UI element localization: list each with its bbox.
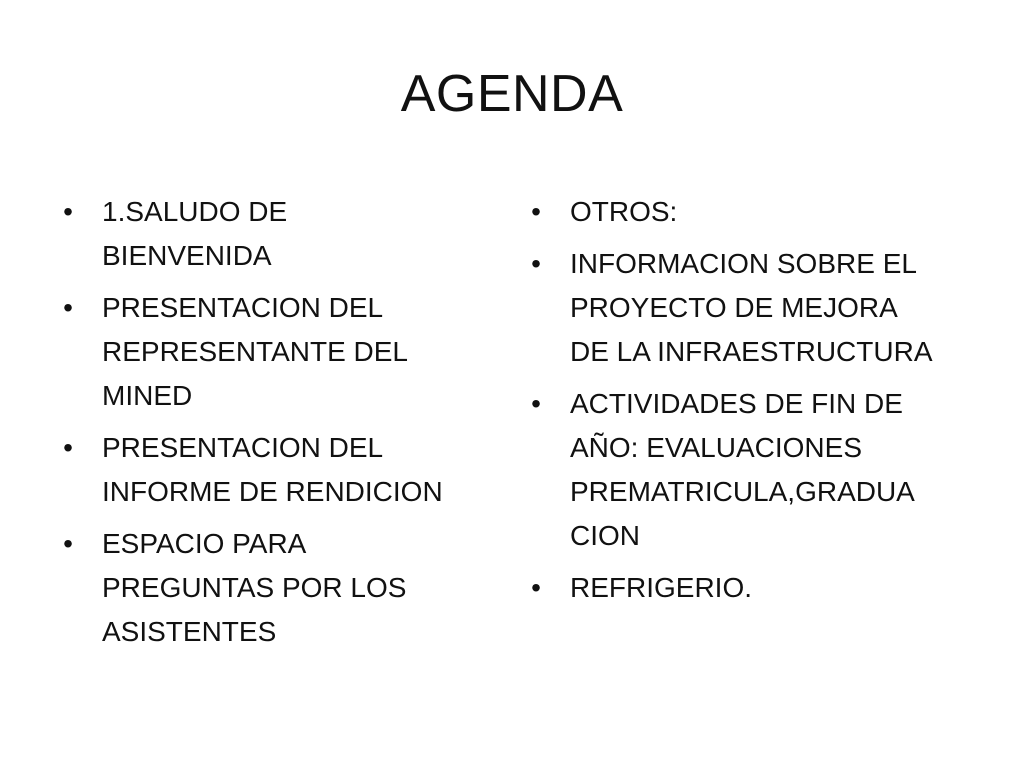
list-item-text: INFORMACION SOBRE EL PROYECTO DE MEJORA DE LA INFRAESTRUCTURA (570, 248, 933, 367)
list-item (58, 522, 478, 654)
bullet-icon: • (531, 248, 541, 279)
list-item-text: OTROS: (570, 196, 678, 227)
bullet-icon: • (63, 196, 73, 227)
list-item (526, 190, 966, 234)
list-item (526, 382, 966, 558)
bullet-icon: • (63, 432, 73, 463)
list-item (526, 242, 966, 374)
bullet-icon: • (531, 572, 541, 603)
bullet-icon: • (531, 388, 541, 419)
bullet-icon: • (63, 292, 73, 323)
list-item-text: PRESENTACION DEL INFORME DE RENDICION (102, 432, 443, 507)
list-item (58, 286, 478, 418)
list-item-text: PRESENTACION DEL REPRESENTANTE DEL MINED (102, 292, 408, 411)
list-item-text: REFRIGERIO. (570, 572, 753, 603)
bullet-icon: • (63, 528, 73, 559)
list-item (58, 190, 478, 278)
right-bullet-list (526, 190, 966, 618)
list-item-text: 1.SALUDO DE BIENVENIDA (102, 196, 288, 271)
list-item (58, 426, 478, 514)
list-item-text: ACTIVIDADES DE FIN DE AÑO: EVALUACIONES PREMATRICULA,GRADUA CION (570, 388, 915, 551)
list-item (526, 566, 966, 610)
left-bullet-list (58, 190, 478, 662)
list-item-text: ESPACIO PARA PREGUNTAS POR LOS ASISTENTES (102, 528, 407, 647)
bullet-icon: • (531, 196, 541, 227)
slide-title: AGENDA (400, 65, 624, 123)
